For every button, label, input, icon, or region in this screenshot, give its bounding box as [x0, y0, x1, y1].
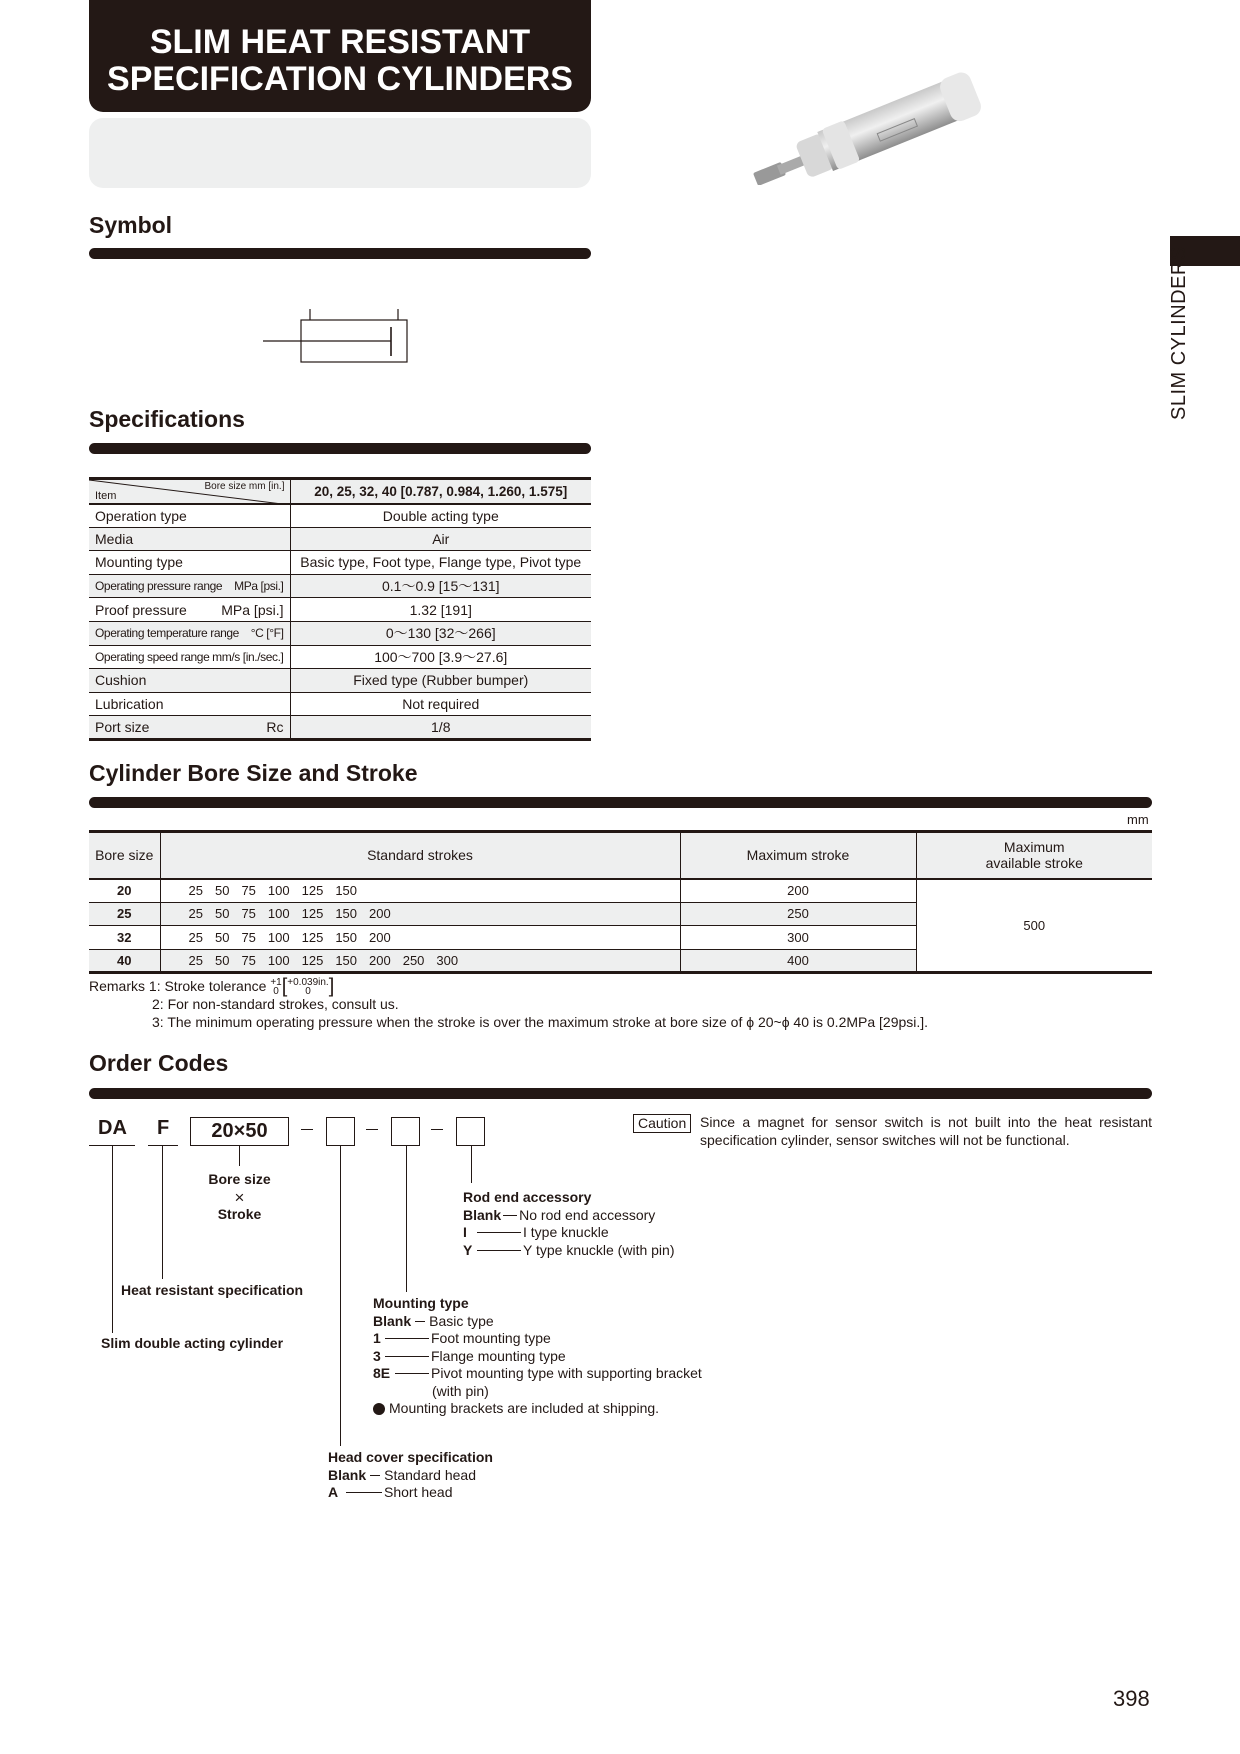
- leader-dash: [503, 1215, 517, 1216]
- rod-end-option: [463, 1224, 674, 1242]
- leader-dash: [477, 1232, 521, 1233]
- spec-row: [89, 527, 591, 551]
- bore-size-label: Bore size: [208, 1171, 271, 1187]
- tol-upper: +1: [270, 977, 282, 989]
- spec-value: Basic type, Foot type, Flange type, Pivot type: [290, 551, 591, 575]
- spec-item-label: Operating temperature range: [95, 626, 239, 641]
- spec-item-label: Operating pressure range: [95, 579, 223, 594]
- spec-item-label: Lubrication: [95, 696, 164, 713]
- remark-1: Remarks 1: Stroke tolerance +1 0 [+0.039in. 0 ]: [89, 975, 335, 998]
- stroke-value: 50: [214, 906, 230, 922]
- spec-value: Double acting type: [290, 504, 591, 528]
- tolerance-mm: [270, 978, 281, 996]
- header-maximum-available-stroke: [916, 832, 1152, 879]
- leader-line: [112, 1146, 113, 1333]
- stroke-value: 150: [335, 929, 358, 945]
- spec-value: Fixed type (Rubber bumper): [290, 669, 591, 693]
- stroke-value: 300: [436, 952, 459, 968]
- spec-value: 100～700 [3.9～27.6]: [290, 645, 591, 669]
- spec-item-cell: [89, 574, 290, 598]
- option-desc: Foot mounting type: [431, 1330, 551, 1346]
- section-divider: [89, 443, 591, 454]
- section-title-symbol: Symbol: [89, 212, 173, 238]
- head-cover-title: Head cover specification: [328, 1449, 493, 1465]
- leader-line: [406, 1146, 407, 1292]
- mounting-option: [373, 1330, 702, 1348]
- option-desc: No rod end accessory: [519, 1206, 656, 1223]
- spec-item-label: Operation type: [95, 507, 187, 524]
- specifications-table: [89, 477, 591, 741]
- spec-header-item-cell: [89, 479, 290, 504]
- option-desc: Y type knuckle (with pin): [523, 1241, 675, 1258]
- bore-size-cell: 20: [89, 879, 160, 903]
- page-number: 398: [1113, 1686, 1150, 1711]
- leader-line: [471, 1146, 472, 1183]
- stroke-value: 75: [241, 906, 256, 922]
- tol-in-lower: 0: [305, 986, 311, 998]
- head-cover-annotation: [328, 1449, 493, 1502]
- stroke-value: 100: [267, 929, 290, 945]
- code-box-size: 20×50: [190, 1117, 289, 1146]
- title-line-2: SPECIFICATION CYLINDERS: [107, 60, 573, 98]
- stroke-row: [89, 879, 1152, 903]
- section-title-bore-stroke: Cylinder Bore Size and Stroke: [89, 760, 418, 786]
- spec-row: [89, 669, 591, 693]
- option-desc: Standard head: [384, 1466, 476, 1483]
- spec-item-unit: Rc: [266, 719, 284, 736]
- stroke-value: 125: [301, 906, 324, 922]
- spec-row: [89, 551, 591, 575]
- leader-dash: [477, 1250, 521, 1251]
- spec-item-label: Cushion: [95, 672, 147, 689]
- spec-row: [89, 598, 591, 622]
- header-standard-strokes: Standard strokes: [160, 832, 680, 879]
- maximum-stroke-cell: 250: [680, 902, 916, 926]
- stroke-value: 25: [188, 929, 203, 945]
- bore-stroke-table: [89, 830, 1152, 974]
- header-bore-size: Bore size mm [in.]: [204, 481, 285, 492]
- option-desc: Basic type: [429, 1312, 494, 1329]
- spec-item-cell: [89, 504, 290, 528]
- mounting-option: [373, 1348, 702, 1366]
- header-item: Item: [95, 489, 117, 502]
- section-title-specifications: Specifications: [89, 406, 245, 432]
- leader-dash: [395, 1373, 429, 1374]
- leader-dash: [385, 1338, 429, 1339]
- option-key: 8E: [373, 1365, 391, 1381]
- stroke-value: 150: [335, 952, 358, 968]
- side-tab-label: SLIM CYLINDERS: [1168, 246, 1190, 420]
- unit-label: mm: [1127, 812, 1149, 827]
- standard-strokes-cell: [160, 902, 680, 926]
- mounting-option: [373, 1365, 702, 1383]
- leader-line: [162, 1146, 163, 1279]
- tol-in-upper: +0.039in.: [287, 977, 329, 989]
- head-cover-option: [328, 1484, 493, 1502]
- spec-item-unit: mm/s [in./sec.]: [212, 649, 284, 664]
- bore-size-cell: 25: [89, 902, 160, 926]
- mounting-type-annotation: [373, 1295, 702, 1418]
- head-cover-option: [328, 1467, 493, 1485]
- stroke-value: 150: [335, 883, 358, 898]
- rod-end-accessory-annotation: [463, 1189, 674, 1259]
- standard-strokes-cell: [160, 949, 680, 973]
- section-divider: [89, 1088, 1152, 1099]
- option-key: Blank: [373, 1312, 412, 1329]
- spec-item-cell: [89, 716, 290, 740]
- stroke-value: 125: [301, 952, 324, 968]
- remarks: [89, 975, 929, 1031]
- maximum-stroke-cell: 400: [680, 949, 916, 973]
- rod-end-option: [463, 1207, 674, 1225]
- cylinder-symbol-diagram: [255, 300, 415, 370]
- heat-resistant-annotation: Heat resistant specification: [121, 1282, 304, 1298]
- leader-line: [239, 1146, 240, 1166]
- spec-value: Air: [290, 527, 591, 551]
- spec-item-cell: [89, 645, 290, 669]
- stroke-value: 200: [369, 929, 391, 945]
- stroke-value: 125: [301, 929, 324, 945]
- code-segment-da: DA: [98, 1117, 127, 1139]
- maximum-available-stroke-cell: 500: [916, 879, 1152, 973]
- option-continuation: (with pin): [432, 1382, 489, 1399]
- spec-row: [89, 504, 591, 528]
- stroke-value: 75: [241, 929, 256, 945]
- title-line-1: SLIM HEAT RESISTANT: [149, 23, 531, 61]
- code-box-rod-end: [456, 1117, 485, 1146]
- option-key: 3: [373, 1347, 381, 1364]
- spec-item-label: Proof pressure: [95, 601, 187, 618]
- option-key: 1: [373, 1330, 381, 1346]
- spec-value: 0.1～0.9 [15～131]: [290, 574, 591, 598]
- stroke-value: 100: [267, 952, 290, 968]
- caution-text: Since a magnet for sensor switch is not built into the heat resistant specification cylinder, sensor switches will not be functional.: [700, 1114, 1152, 1148]
- tolerance-in: [287, 978, 328, 996]
- note-text: Mounting brackets are included at shipping.: [389, 1400, 660, 1416]
- section-divider: [89, 248, 591, 259]
- stroke-value: 100: [267, 906, 290, 922]
- leader-dash: [370, 1475, 380, 1476]
- mounting-option: [373, 1313, 702, 1331]
- option-key: I: [463, 1224, 467, 1240]
- page-title-banner: [89, 0, 591, 112]
- code-dash: [431, 1129, 443, 1130]
- code-dash: [366, 1129, 378, 1130]
- spec-value: 0～130 [32～266]: [290, 621, 591, 645]
- stroke-value: 25: [188, 906, 203, 922]
- caution-label: Caution: [633, 1114, 691, 1133]
- spec-item-cell: [89, 551, 290, 575]
- option-desc: Short head: [384, 1484, 453, 1500]
- stroke-value: 125: [301, 883, 324, 898]
- section-divider: [89, 797, 1152, 808]
- bullet-icon: [373, 1403, 385, 1415]
- code-box-mounting: [391, 1117, 420, 1146]
- spec-item-unit: °C [°F]: [250, 626, 284, 641]
- spec-row: [89, 645, 591, 669]
- header-maximum-stroke: Maximum stroke: [680, 832, 916, 879]
- spec-row: [89, 716, 591, 740]
- stroke-value: 75: [241, 952, 256, 968]
- option-key: A: [328, 1484, 339, 1500]
- tol-lower: 0: [273, 986, 279, 998]
- stroke-value: 200: [369, 952, 391, 968]
- stroke-header-row: [89, 832, 1152, 879]
- spec-value: 1.32 [191]: [290, 598, 591, 622]
- title-subpanel: [89, 118, 591, 188]
- stroke-value: 50: [214, 883, 230, 898]
- header-line: available stroke: [985, 855, 1083, 872]
- remark-3: 3: The minimum operating pressure when the stroke is over the maximum stroke at bore size of ϕ 20~ϕ 40 is 0.2MPa [29psi.].: [152, 1013, 929, 1030]
- slim-double-acting-annotation: Slim double acting cylinder: [101, 1335, 284, 1351]
- stroke-value: 50: [214, 929, 230, 945]
- spec-item-unit: MPa [psi.]: [221, 601, 284, 618]
- code-segment-f: F: [157, 1117, 170, 1139]
- option-key: Blank: [463, 1206, 502, 1223]
- spec-item-cell: [89, 598, 290, 622]
- stroke-label: Stroke: [217, 1205, 262, 1222]
- spec-row: [89, 621, 591, 645]
- stroke-value: 25: [188, 883, 203, 898]
- bore-size-cell: 40: [89, 949, 160, 973]
- header-line: Maximum: [1003, 839, 1065, 856]
- option-desc: Pivot mounting type with supporting bracket: [431, 1365, 702, 1381]
- spec-row: [89, 692, 591, 716]
- stroke-value: 200: [369, 906, 391, 922]
- option-desc: Flange mounting type: [431, 1347, 566, 1364]
- leader-dash: [346, 1492, 382, 1493]
- stroke-value: 100: [267, 883, 290, 898]
- maximum-stroke-cell: 200: [680, 879, 916, 903]
- spec-item-cell: [89, 692, 290, 716]
- spec-row: [89, 574, 591, 598]
- code-underline: [148, 1145, 178, 1146]
- rod-end-title: Rod end accessory: [463, 1189, 592, 1205]
- code-dash: [301, 1129, 313, 1130]
- rod-end-option: [463, 1242, 674, 1260]
- leader-dash: [385, 1356, 429, 1357]
- spec-item-cell: [89, 669, 290, 693]
- standard-strokes-cell: [160, 879, 680, 903]
- maximum-stroke-cell: 300: [680, 926, 916, 950]
- option-key: Y: [463, 1241, 473, 1258]
- spec-item-cell: [89, 527, 290, 551]
- spec-value: 1/8: [290, 716, 591, 740]
- mounting-title: Mounting type: [373, 1295, 469, 1311]
- option-desc: I type knuckle: [523, 1224, 609, 1240]
- spec-header-row: [89, 479, 591, 504]
- remark-1-text: 1: Stroke tolerance: [148, 978, 267, 994]
- spec-item-unit: MPa [psi.]: [234, 579, 284, 594]
- stroke-value: 75: [241, 883, 256, 898]
- stroke-value: 150: [335, 906, 358, 922]
- spec-item-label: Operating speed range: [95, 649, 210, 664]
- mounting-note: [373, 1400, 702, 1418]
- cylinder-product-image: [735, 70, 995, 185]
- remark-2: 2: For non-standard strokes, consult us.: [152, 996, 399, 1013]
- spec-item-label: Media: [95, 530, 134, 547]
- stroke-value: 250: [402, 952, 425, 968]
- spec-item-cell: [89, 621, 290, 645]
- leader-dash: [415, 1321, 425, 1322]
- leader-line: [340, 1146, 341, 1446]
- section-title-order-codes: Order Codes: [89, 1050, 229, 1076]
- option-key: Blank: [328, 1466, 367, 1483]
- times-symbol: ×: [234, 1187, 245, 1207]
- spec-item-label: Mounting type: [95, 554, 183, 571]
- code-box-head-cover: [326, 1117, 355, 1146]
- header-bore-size: Bore size: [89, 832, 160, 879]
- bore-size-cell: 32: [89, 926, 160, 950]
- stroke-value: 50: [214, 952, 230, 968]
- header-bore-values: 20, 25, 32, 40 [0.787, 0.984, 1.260, 1.575]: [290, 479, 591, 504]
- spec-value: Not required: [290, 692, 591, 716]
- stroke-value: 25: [188, 952, 203, 968]
- standard-strokes-cell: [160, 926, 680, 950]
- bore-stroke-annotation: [190, 1171, 289, 1223]
- remarks-label: Remarks: [89, 978, 146, 994]
- spec-item-label: Port size: [95, 719, 150, 736]
